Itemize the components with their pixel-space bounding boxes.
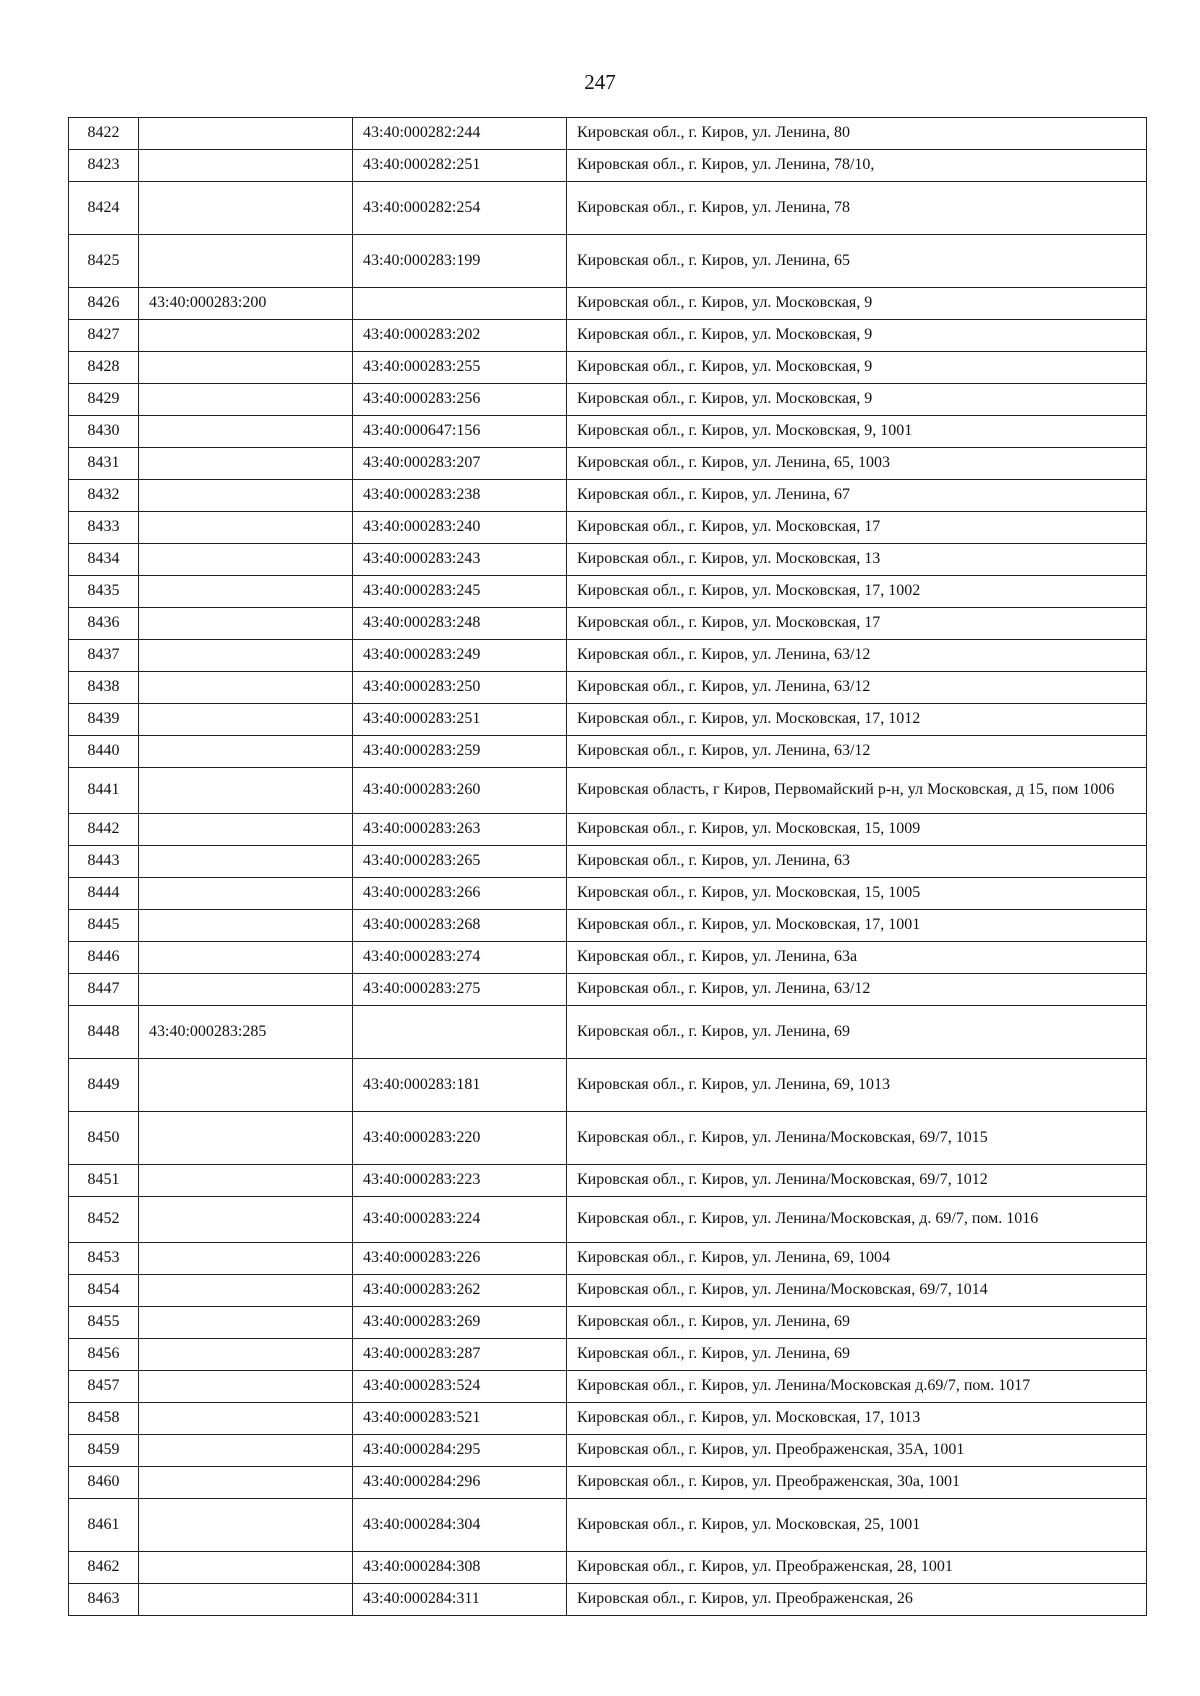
table-row	[69, 768, 1147, 814]
address-cell: Кировская обл., г. Киров, ул. Ленина, 69, 1013	[567, 1059, 1147, 1112]
address-cell: Кировская обл., г. Киров, ул. Преображенская, 35А, 1001	[567, 1435, 1147, 1467]
table-row	[69, 480, 1147, 512]
table-row	[69, 640, 1147, 672]
row-number-cell: 8444	[69, 878, 139, 910]
row-number-cell: 8462	[69, 1552, 139, 1584]
cadastral-number-cell: 43:40:000283:262	[353, 1275, 567, 1307]
cadastral-number-cell	[139, 878, 353, 910]
cadastral-number-cell: 43:40:000284:308	[353, 1552, 567, 1584]
table-row	[69, 942, 1147, 974]
address-cell: Кировская обл., г. Киров, ул. Московская, 9, 1001	[567, 416, 1147, 448]
cadastral-number-cell: 43:40:000283:181	[353, 1059, 567, 1112]
row-number-cell: 8457	[69, 1371, 139, 1403]
cadastral-number-cell	[139, 1059, 353, 1112]
address-cell: Кировская обл., г. Киров, ул. Ленина/Московская д.69/7, пом. 1017	[567, 1371, 1147, 1403]
address-cell: Кировская обл., г. Киров, ул. Московская, 17, 1002	[567, 576, 1147, 608]
row-number-cell: 8440	[69, 736, 139, 768]
cadastral-number-cell	[139, 942, 353, 974]
cadastral-number-cell	[139, 910, 353, 942]
row-number-cell: 8446	[69, 942, 139, 974]
row-number-cell: 8447	[69, 974, 139, 1006]
cadastral-number-cell: 43:40:000283:248	[353, 608, 567, 640]
row-number-cell: 8428	[69, 352, 139, 384]
cadastral-number-cell	[139, 1197, 353, 1243]
row-number-cell: 8423	[69, 150, 139, 182]
cadastral-number-cell	[353, 1006, 567, 1059]
table-row	[69, 878, 1147, 910]
cadastral-number-cell: 43:40:000283:200	[139, 288, 353, 320]
cadastral-number-cell: 43:40:000283:220	[353, 1112, 567, 1165]
cadastral-number-cell	[139, 480, 353, 512]
table-row	[69, 384, 1147, 416]
row-number-cell: 8460	[69, 1467, 139, 1499]
cadastral-number-cell: 43:40:000283:238	[353, 480, 567, 512]
address-cell: Кировская обл., г. Киров, ул. Ленина, 63/12	[567, 736, 1147, 768]
table-row	[69, 1307, 1147, 1339]
cadastral-number-cell: 43:40:000283:224	[353, 1197, 567, 1243]
address-cell: Кировская обл., г. Киров, ул. Ленина, 63/12	[567, 672, 1147, 704]
row-number-cell: 8441	[69, 768, 139, 814]
address-cell: Кировская обл., г. Киров, ул. Преображенская, 26	[567, 1584, 1147, 1616]
table-row	[69, 416, 1147, 448]
table-row	[69, 846, 1147, 878]
row-number-cell: 8459	[69, 1435, 139, 1467]
cadastral-number-cell: 43:40:000283:207	[353, 448, 567, 480]
cadastral-number-cell: 43:40:000283:240	[353, 512, 567, 544]
address-cell: Кировская обл., г. Киров, ул. Московская, 9	[567, 320, 1147, 352]
table-row	[69, 150, 1147, 182]
cadastral-number-cell	[139, 640, 353, 672]
table-row	[69, 608, 1147, 640]
address-cell: Кировская обл., г. Киров, ул. Московская, 25, 1001	[567, 1499, 1147, 1552]
cadastral-number-cell	[139, 384, 353, 416]
row-number-cell: 8454	[69, 1275, 139, 1307]
cadastral-number-cell	[139, 1112, 353, 1165]
address-cell: Кировская обл., г. Киров, ул. Московская, 17, 1001	[567, 910, 1147, 942]
cadastral-number-cell: 43:40:000283:524	[353, 1371, 567, 1403]
address-cell: Кировская обл., г. Киров, ул. Ленина, 69, 1004	[567, 1243, 1147, 1275]
cadastral-number-cell	[139, 320, 353, 352]
address-cell: Кировская обл., г. Киров, ул. Московская, 13	[567, 544, 1147, 576]
cadastral-number-cell: 43:40:000283:255	[353, 352, 567, 384]
address-cell: Кировская обл., г. Киров, ул. Московская, 9	[567, 384, 1147, 416]
cadastral-number-cell	[139, 1307, 353, 1339]
row-number-cell: 8429	[69, 384, 139, 416]
page-number: 247	[584, 70, 616, 94]
address-cell: Кировская обл., г. Киров, ул. Ленина, 63а	[567, 942, 1147, 974]
cadastral-number-cell	[139, 576, 353, 608]
row-number-cell: 8424	[69, 182, 139, 235]
table-row	[69, 320, 1147, 352]
cadastral-number-cell: 43:40:000284:295	[353, 1435, 567, 1467]
cadastral-number-cell	[139, 416, 353, 448]
cadastral-number-cell	[139, 974, 353, 1006]
cadastral-number-cell: 43:40:000283:226	[353, 1243, 567, 1275]
table-row	[69, 704, 1147, 736]
table-row	[69, 182, 1147, 235]
cadastral-number-cell	[139, 1403, 353, 1435]
row-number-cell: 8456	[69, 1339, 139, 1371]
address-cell: Кировская обл., г. Киров, ул. Ленина, 78	[567, 182, 1147, 235]
cadastral-number-cell: 43:40:000283:199	[353, 235, 567, 288]
table-row	[69, 1499, 1147, 1552]
cadastral-number-cell: 43:40:000283:285	[139, 1006, 353, 1059]
table-row	[69, 1339, 1147, 1371]
address-cell: Кировская обл., г. Киров, ул. Преображенская, 30а, 1001	[567, 1467, 1147, 1499]
address-cell: Кировская обл., г. Киров, ул. Ленина/Московская, д. 69/7, пом. 1016	[567, 1197, 1147, 1243]
address-cell: Кировская обл., г. Киров, ул. Московская, 17, 1013	[567, 1403, 1147, 1435]
table-row	[69, 1403, 1147, 1435]
address-cell: Кировская обл., г. Киров, ул. Ленина, 78/10,	[567, 150, 1147, 182]
table-row	[69, 1552, 1147, 1584]
cadastral-number-cell: 43:40:000283:268	[353, 910, 567, 942]
cadastral-number-cell	[139, 672, 353, 704]
address-cell: Кировская обл., г. Киров, ул. Ленина/Московская, 69/7, 1012	[567, 1165, 1147, 1197]
row-number-cell: 8425	[69, 235, 139, 288]
table-row	[69, 736, 1147, 768]
cadastral-number-cell	[139, 814, 353, 846]
row-number-cell: 8458	[69, 1403, 139, 1435]
address-cell: Кировская обл., г. Киров, ул. Ленина, 63/12	[567, 640, 1147, 672]
address-cell: Кировская обл., г. Киров, ул. Ленина, 63	[567, 846, 1147, 878]
cadastral-number-cell	[139, 1371, 353, 1403]
cadastral-number-cell: 43:40:000283:223	[353, 1165, 567, 1197]
table-row	[69, 118, 1147, 150]
address-cell: Кировская обл., г. Киров, ул. Московская, 17	[567, 608, 1147, 640]
address-cell: Кировская обл., г. Киров, ул. Московская, 9	[567, 352, 1147, 384]
row-number-cell: 8437	[69, 640, 139, 672]
row-number-cell: 8427	[69, 320, 139, 352]
cadastral-number-cell: 43:40:000283:256	[353, 384, 567, 416]
table-row	[69, 544, 1147, 576]
row-number-cell: 8449	[69, 1059, 139, 1112]
row-number-cell: 8436	[69, 608, 139, 640]
address-cell: Кировская обл., г. Киров, ул. Московская, 17	[567, 512, 1147, 544]
address-cell: Кировская обл., г. Киров, ул. Преображенская, 28, 1001	[567, 1552, 1147, 1584]
cadastral-number-cell	[139, 512, 353, 544]
cadastral-number-cell: 43:40:000283:202	[353, 320, 567, 352]
cadastral-number-cell: 43:40:000647:156	[353, 416, 567, 448]
address-cell: Кировская обл., г. Киров, ул. Ленина, 69	[567, 1339, 1147, 1371]
cadastral-number-cell	[139, 1275, 353, 1307]
cadastral-number-cell	[139, 1165, 353, 1197]
row-number-cell: 8422	[69, 118, 139, 150]
table-row	[69, 1112, 1147, 1165]
cadastral-number-cell	[139, 1243, 353, 1275]
address-cell: Кировская обл., г. Киров, ул. Московская, 9	[567, 288, 1147, 320]
address-cell: Кировская обл., г. Киров, ул. Ленина, 65	[567, 235, 1147, 288]
cadastral-number-cell	[139, 235, 353, 288]
cadastral-number-cell	[139, 352, 353, 384]
table-row	[69, 1275, 1147, 1307]
registry-body	[69, 118, 1147, 1616]
row-number-cell: 8435	[69, 576, 139, 608]
cadastral-number-cell: 43:40:000283:266	[353, 878, 567, 910]
row-number-cell: 8430	[69, 416, 139, 448]
table-row	[69, 512, 1147, 544]
row-number-cell: 8451	[69, 1165, 139, 1197]
cadastral-number-cell	[139, 736, 353, 768]
row-number-cell: 8431	[69, 448, 139, 480]
cadastral-number-cell	[139, 1499, 353, 1552]
address-cell: Кировская обл., г. Киров, ул. Ленина, 63/12	[567, 974, 1147, 1006]
address-cell: Кировская обл., г. Киров, ул. Ленина/Московская, 69/7, 1014	[567, 1275, 1147, 1307]
row-number-cell: 8426	[69, 288, 139, 320]
table-row	[69, 672, 1147, 704]
row-number-cell: 8455	[69, 1307, 139, 1339]
table-row	[69, 1165, 1147, 1197]
cadastral-number-cell	[139, 1339, 353, 1371]
cadastral-number-cell: 43:40:000283:245	[353, 576, 567, 608]
cadastral-number-cell: 43:40:000283:269	[353, 1307, 567, 1339]
cadastral-number-cell	[139, 182, 353, 235]
row-number-cell: 8445	[69, 910, 139, 942]
table-row	[69, 974, 1147, 1006]
address-cell: Кировская обл., г. Киров, ул. Ленина, 69	[567, 1307, 1147, 1339]
row-number-cell: 8450	[69, 1112, 139, 1165]
registry-table	[68, 117, 1147, 1616]
table-row	[69, 576, 1147, 608]
table-row	[69, 1197, 1147, 1243]
cadastral-number-cell: 43:40:000282:244	[353, 118, 567, 150]
address-cell: Кировская обл., г. Киров, ул. Ленина, 65, 1003	[567, 448, 1147, 480]
table-row	[69, 814, 1147, 846]
table-row	[69, 288, 1147, 320]
row-number-cell: 8453	[69, 1243, 139, 1275]
table-row	[69, 1467, 1147, 1499]
row-number-cell: 8439	[69, 704, 139, 736]
cadastral-number-cell: 43:40:000283:260	[353, 768, 567, 814]
row-number-cell: 8443	[69, 846, 139, 878]
cadastral-number-cell	[139, 1584, 353, 1616]
cadastral-number-cell: 43:40:000282:251	[353, 150, 567, 182]
cadastral-number-cell: 43:40:000283:274	[353, 942, 567, 974]
row-number-cell: 8438	[69, 672, 139, 704]
cadastral-number-cell	[139, 118, 353, 150]
cadastral-number-cell: 43:40:000283:275	[353, 974, 567, 1006]
address-cell: Кировская обл., г. Киров, ул. Московская, 17, 1012	[567, 704, 1147, 736]
cadastral-number-cell	[139, 608, 353, 640]
cadastral-number-cell: 43:40:000284:296	[353, 1467, 567, 1499]
cadastral-number-cell: 43:40:000283:259	[353, 736, 567, 768]
cadastral-number-cell	[139, 1435, 353, 1467]
table-row	[69, 1059, 1147, 1112]
cadastral-number-cell	[139, 544, 353, 576]
cadastral-number-cell: 43:40:000283:243	[353, 544, 567, 576]
cadastral-number-cell	[139, 1552, 353, 1584]
address-cell: Кировская обл., г. Киров, ул. Ленина, 69	[567, 1006, 1147, 1059]
cadastral-number-cell: 43:40:000283:263	[353, 814, 567, 846]
address-cell: Кировская обл., г. Киров, ул. Московская, 15, 1005	[567, 878, 1147, 910]
cadastral-number-cell	[139, 448, 353, 480]
row-number-cell: 8434	[69, 544, 139, 576]
table-row	[69, 235, 1147, 288]
row-number-cell: 8433	[69, 512, 139, 544]
cadastral-number-cell	[353, 288, 567, 320]
cadastral-number-cell: 43:40:000283:251	[353, 704, 567, 736]
cadastral-number-cell	[139, 768, 353, 814]
table-row	[69, 1371, 1147, 1403]
address-cell: Кировская обл., г. Киров, ул. Ленина/Московская, 69/7, 1015	[567, 1112, 1147, 1165]
row-number-cell: 8463	[69, 1584, 139, 1616]
row-number-cell: 8442	[69, 814, 139, 846]
cadastral-number-cell	[139, 846, 353, 878]
cadastral-number-cell: 43:40:000284:304	[353, 1499, 567, 1552]
table-row	[69, 1243, 1147, 1275]
cadastral-number-cell: 43:40:000283:265	[353, 846, 567, 878]
table-row	[69, 1584, 1147, 1616]
cadastral-number-cell: 43:40:000284:311	[353, 1584, 567, 1616]
row-number-cell: 8432	[69, 480, 139, 512]
table-row	[69, 910, 1147, 942]
row-number-cell: 8461	[69, 1499, 139, 1552]
cadastral-number-cell: 43:40:000283:287	[353, 1339, 567, 1371]
address-cell: Кировская область, г Киров, Первомайский р-н, ул Московская, д 15, пом 1006	[567, 768, 1147, 814]
address-cell: Кировская обл., г. Киров, ул. Ленина, 80	[567, 118, 1147, 150]
cadastral-number-cell	[139, 1467, 353, 1499]
cadastral-number-cell: 43:40:000283:521	[353, 1403, 567, 1435]
address-cell: Кировская обл., г. Киров, ул. Ленина, 67	[567, 480, 1147, 512]
table-row	[69, 1006, 1147, 1059]
table-row	[69, 448, 1147, 480]
table-row	[69, 352, 1147, 384]
cadastral-number-cell: 43:40:000283:249	[353, 640, 567, 672]
cadastral-number-cell: 43:40:000282:254	[353, 182, 567, 235]
address-cell: Кировская обл., г. Киров, ул. Московская, 15, 1009	[567, 814, 1147, 846]
table-row	[69, 1435, 1147, 1467]
cadastral-number-cell	[139, 704, 353, 736]
cadastral-number-cell	[139, 150, 353, 182]
cadastral-number-cell: 43:40:000283:250	[353, 672, 567, 704]
row-number-cell: 8448	[69, 1006, 139, 1059]
row-number-cell: 8452	[69, 1197, 139, 1243]
